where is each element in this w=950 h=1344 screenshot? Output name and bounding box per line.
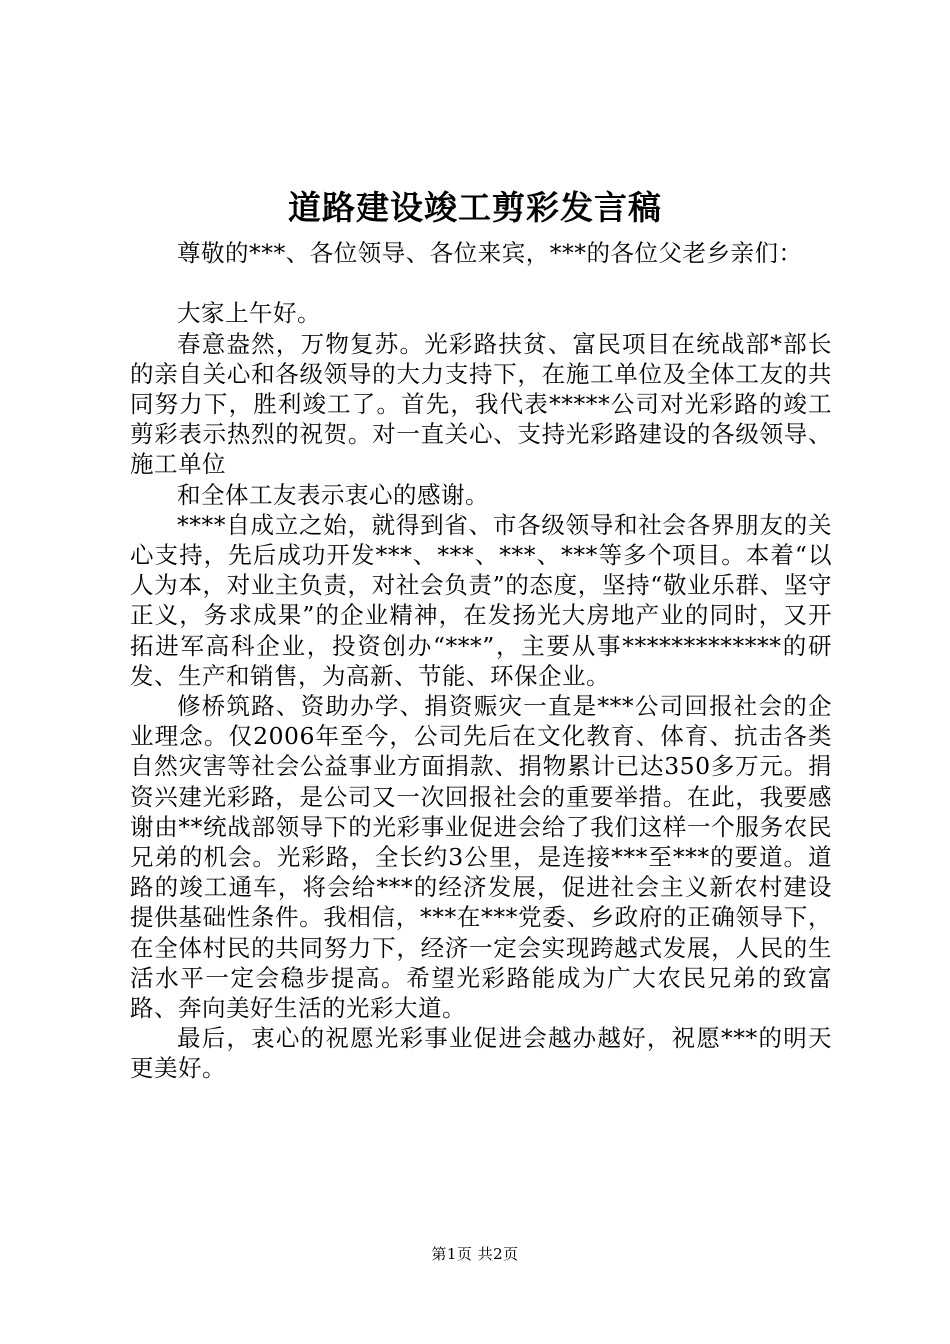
paragraph-social-responsibility: 修桥筑路、资助办学、捐资赈灾一直是***公司回报社会的企业理念。仅2006年至今，公司先后在文化教育、体育、抗击各类自然灾害等社会公益事业方面捐款、捐物累计已达350多万元。捐资兴建光彩路，是公司又一次回报社会的重要举措。在此，我要感谢由**统战部领导下的光彩事业促进会给了我们这样一个服务农民兄弟的机会。光彩路，全长约3公里，是连接***至***的要道。道路的竣工通车，将会给***的经济发展，促进社会主义新农村建设提供基础性条件。我相信，***在***党委、乡政府的正确领导下，在全体村民的共同努力下，经济一定会实现跨越式发展，人民的生活水平一定会稳步提高。希望光彩路能成为广大农民兄弟的致富路、奔向美好生活的光彩大道。 — [130, 692, 832, 1023]
document-title: 道路建设竣工剪彩发言稿 — [288, 188, 662, 227]
document-body — [130, 238, 832, 1084]
paragraph-company-intro: ****自成立之始，就得到省、市各级领导和社会各界朋友的关心支持，先后成功开发***、***、***、***等多个项目。本着“以人为本，对业主负责，对社会负责”的态度，坚持“敬业乐群、坚守正义，务求成果”的企业精神，在发扬光大房地产业的同时，又开拓进军高科企业，投资创办“***”，主要从事*************的研发、生产和销售，为高新、节能、环保企业。 — [130, 510, 832, 690]
paragraph-opening: 春意盎然，万物复苏。光彩路扶贫、富民项目在统战部*部长的亲自关心和各级领导的大力支持下，在施工单位及全体工友的共同努力下，胜利竣工了。首先，我代表*****公司对光彩路的竣工剪彩表示热烈的祝贺。对一直关心、支持光彩路建设的各级领导、施工单位 — [130, 329, 832, 479]
page-number-footer: 第1页 共2页 — [431, 1245, 519, 1263]
paragraph-thanks: 和全体工友表示衷心的感谢。 — [177, 480, 489, 509]
paragraph-closing: 最后，衷心的祝愿光彩事业促进会越办越好，祝愿***的明天更美好。 — [130, 1024, 832, 1083]
paragraph-hello: 大家上午好。 — [177, 299, 321, 328]
paragraph-greeting: 尊敬的***、各位领导、各位来宾，***的各位父老乡亲们： — [177, 239, 803, 267]
